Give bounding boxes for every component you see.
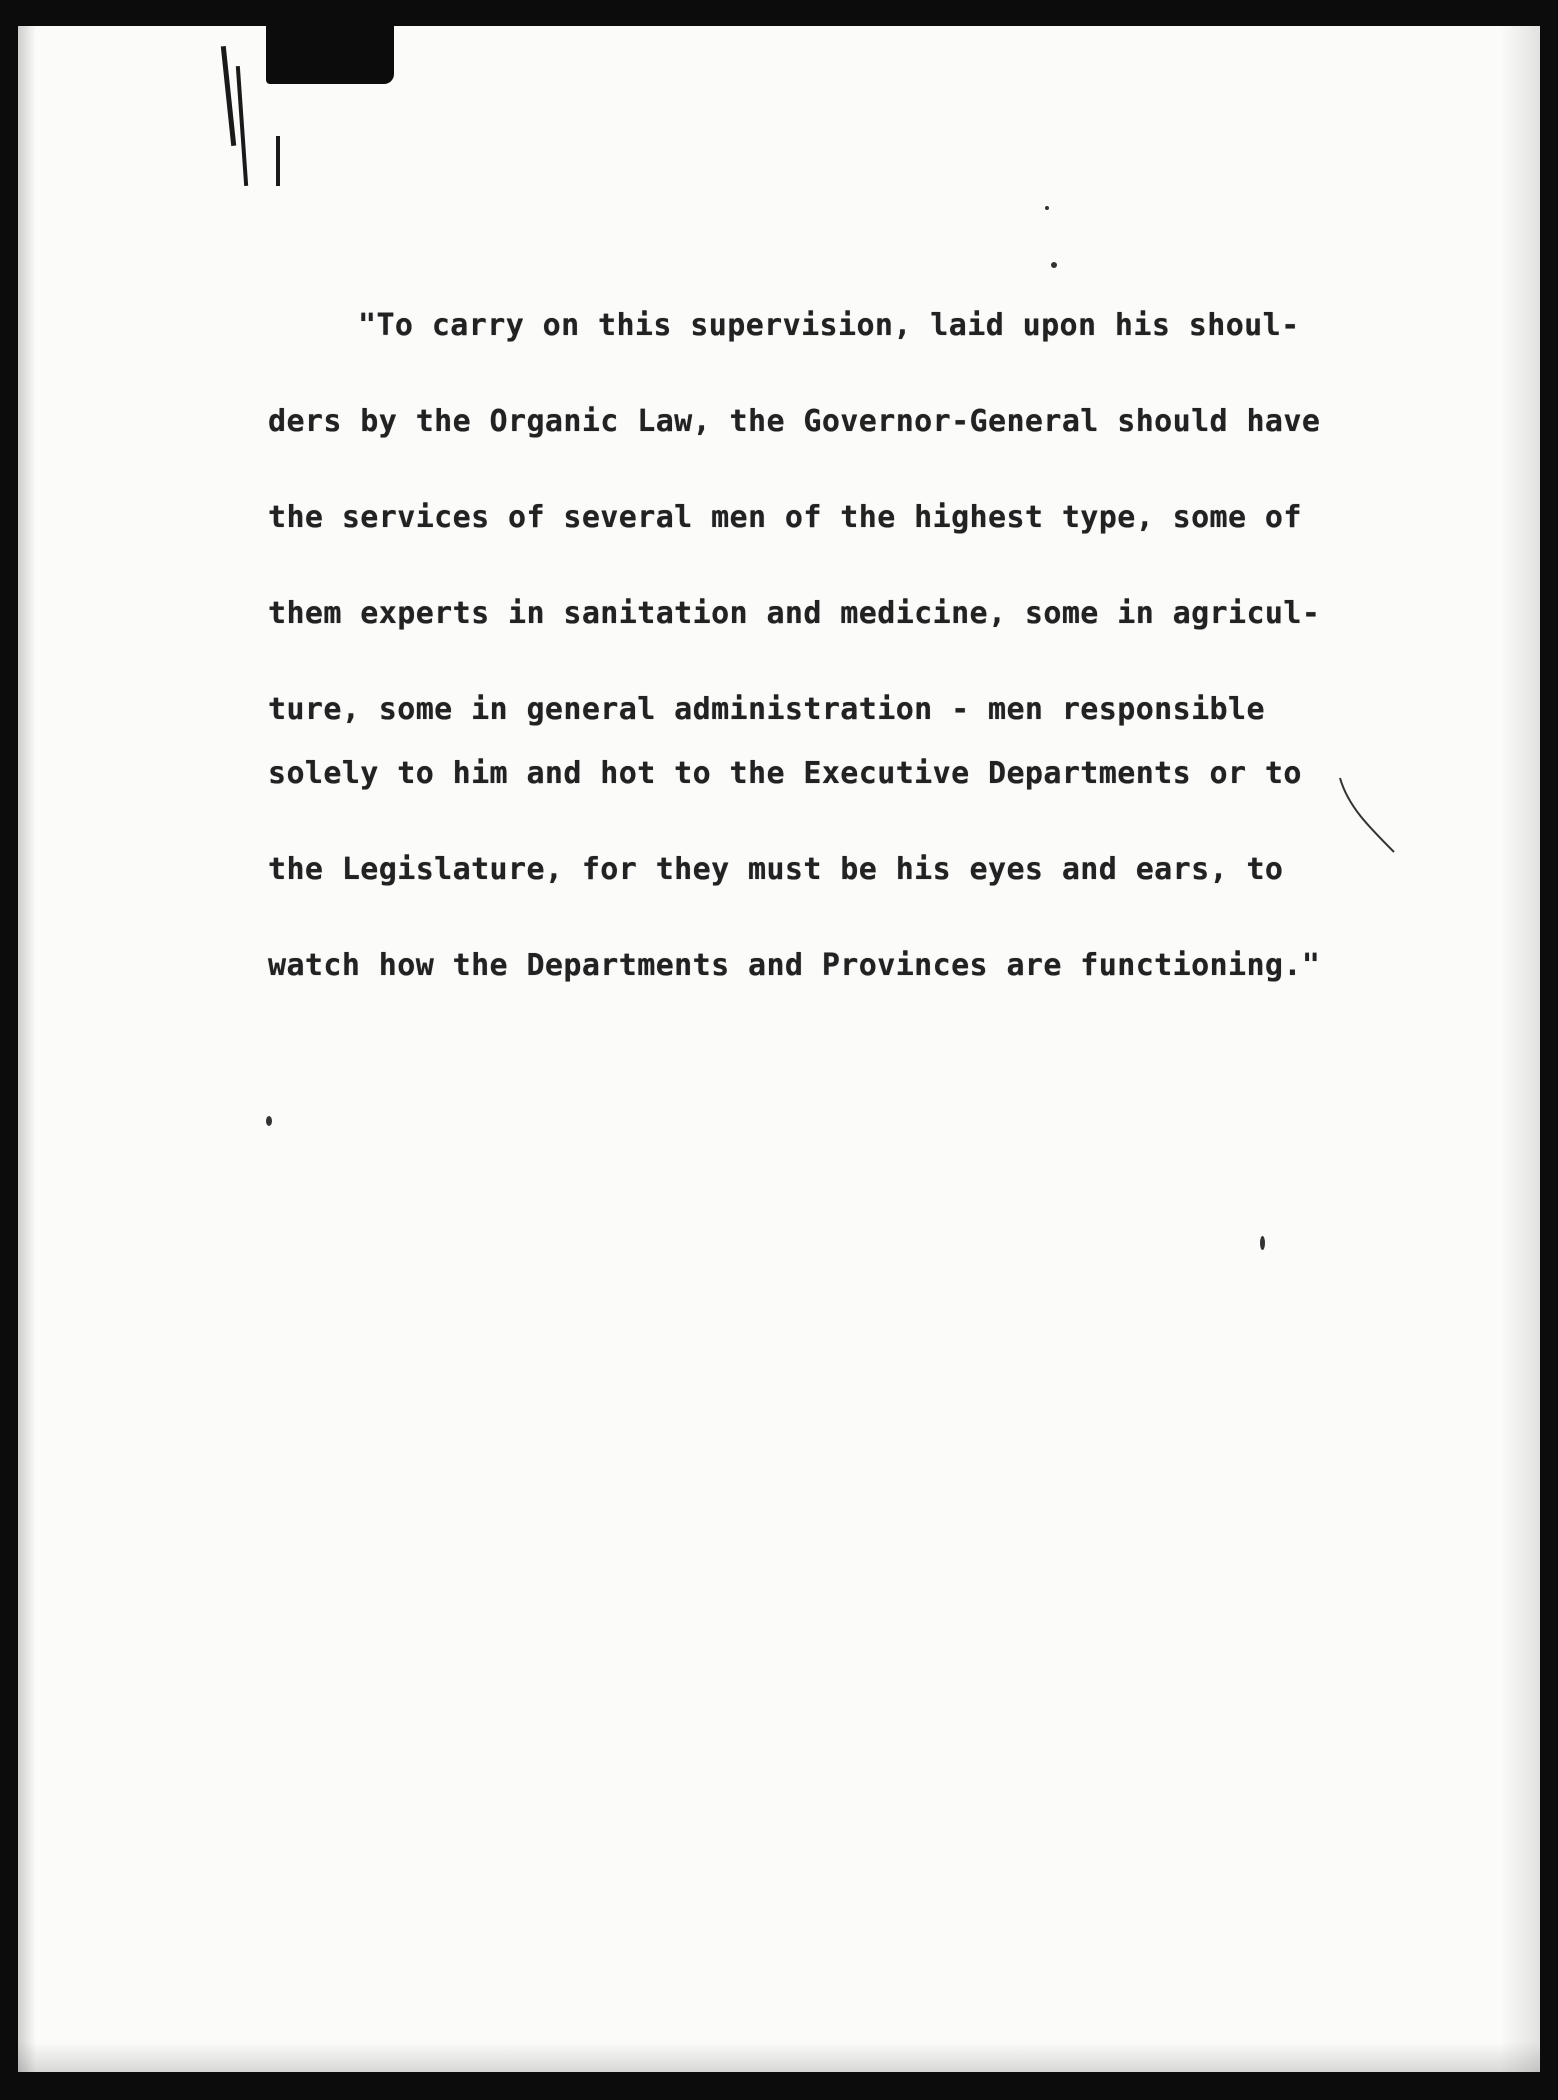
scan-edge-left [18, 26, 36, 2072]
text-line: solely to him and hot to the Executive Departments or to [268, 756, 1302, 791]
text-line: the services of several men of the highest type, some of [268, 500, 1302, 535]
torn-corner [266, 26, 394, 84]
speck [266, 1116, 272, 1126]
binding-mark [276, 136, 280, 186]
speck [1045, 206, 1049, 210]
speck [1260, 1236, 1265, 1250]
scanned-page [18, 26, 1540, 2072]
text-line: the Legislature, for they must be his eyes and ears, to [268, 852, 1284, 887]
margin-stroke [1338, 776, 1398, 856]
text-line: ture, some in general administration - men responsible [268, 692, 1265, 727]
scan-edge-right [1500, 26, 1540, 2072]
speck [1051, 262, 1057, 268]
text-line: ders by the Organic Law, the Governor-General should have [268, 404, 1321, 439]
text-line: "To carry on this supervision, laid upon his shoul- [358, 308, 1300, 343]
binding-mark [221, 46, 236, 146]
typed-paragraph [268, 308, 1388, 983]
text-line: watch how the Departments and Provinces are functioning." [268, 948, 1321, 983]
binding-mark [236, 66, 248, 186]
scan-edge-bottom [18, 2042, 1540, 2072]
text-line: them experts in sanitation and medicine, some in agricul- [268, 596, 1321, 631]
